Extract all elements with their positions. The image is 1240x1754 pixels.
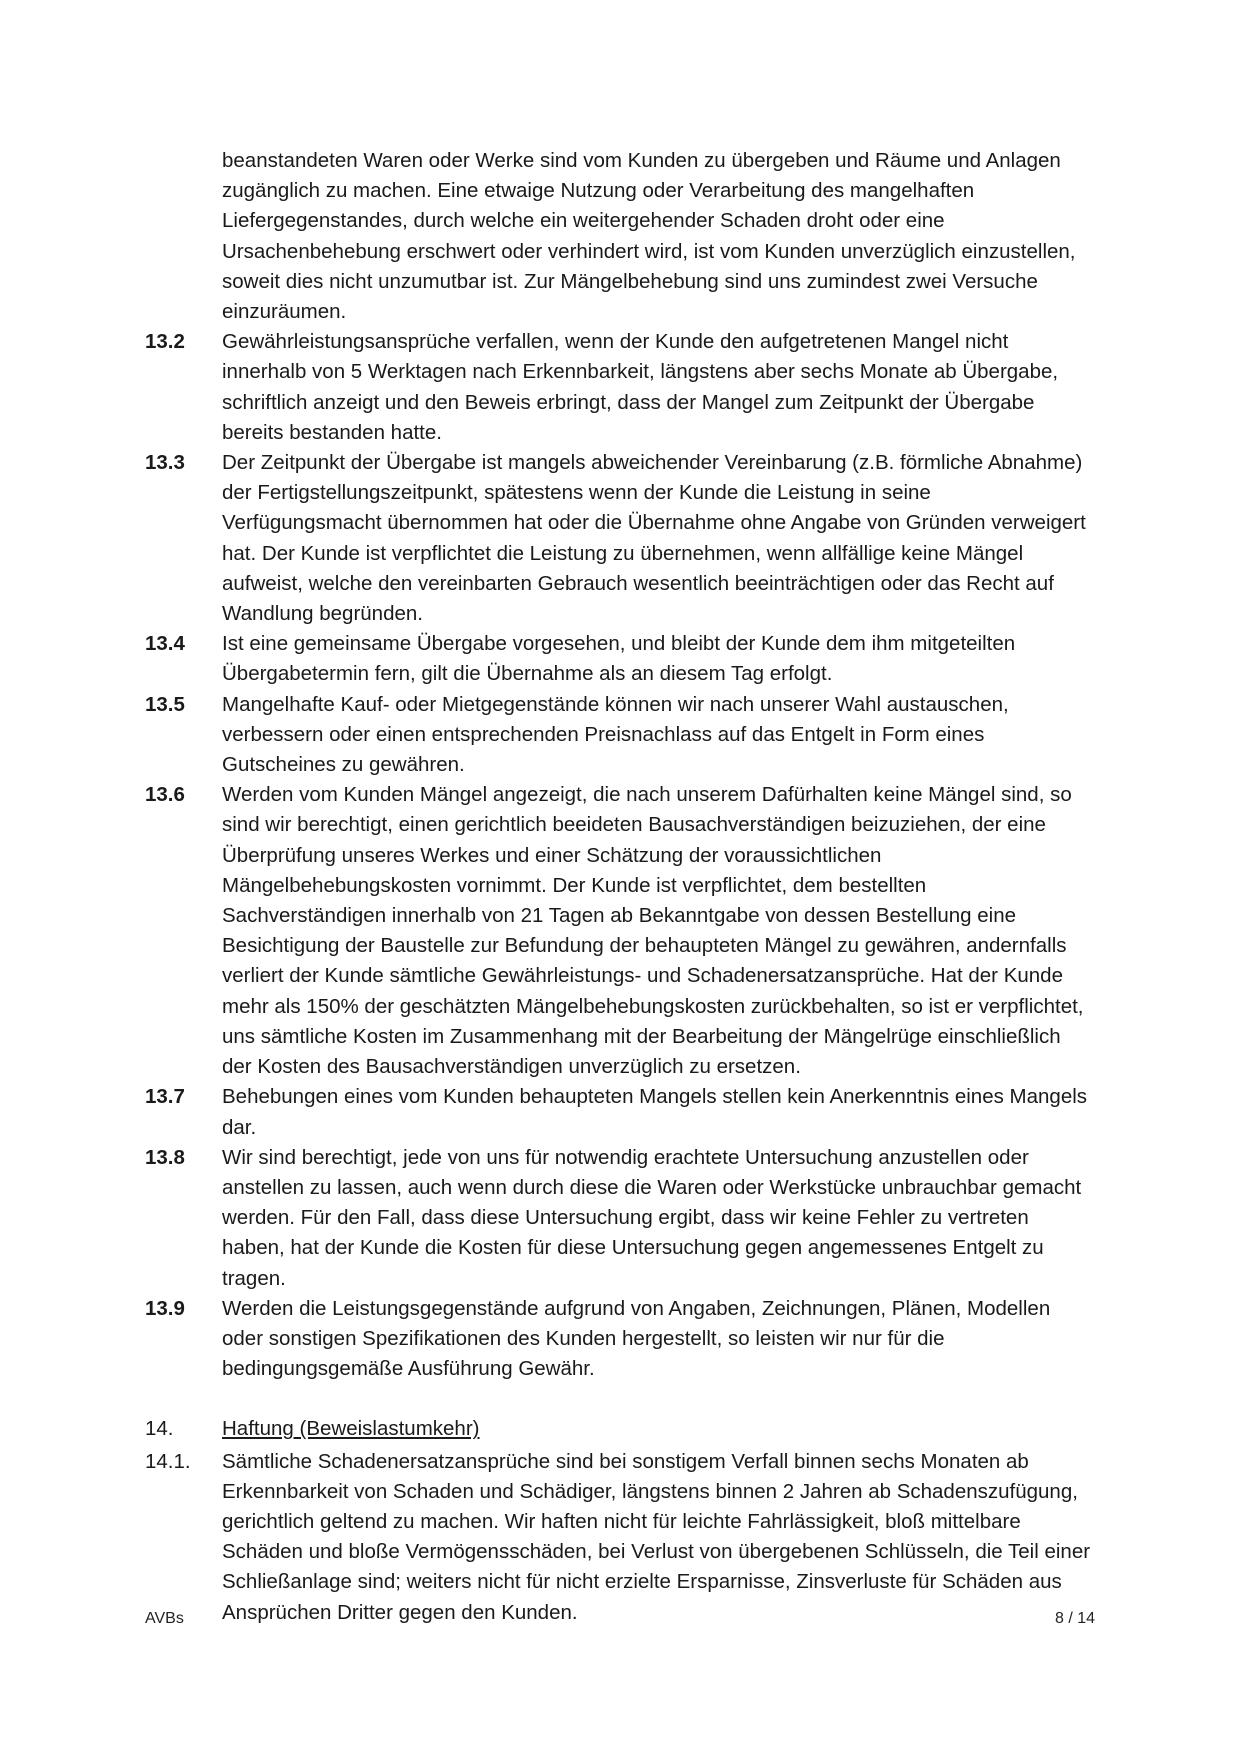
- clause-14-1: [145, 1447, 1095, 1628]
- clause-13-7: [145, 1082, 1095, 1142]
- clause-text: Sämtliche Schadenersatzansprüche sind bei sonstigem Verfall binnen sechs Monaten ab Erkennbarkeit von Schaden und Schädiger, längstens binnen 2 Jahren ab Schadenszufügung, gerichtlich geltend zu machen. Wir haften nicht für leichte Fahrlässigkeit, bloß mittelbare Schäden und bloße Vermögensschäden, bei Verlust von übergebenen Schlüsseln, die Teil einer Schließanlage sind; weiters nicht für nicht erzielte Ersparnisse, Zinsverluste für Schäden aus Ansprüchen Dritter gegen den Kunden.: [222, 1449, 1091, 1624]
- clause-text: Werden die Leistungsgegenstände aufgrund von Angaben, Zeichnungen, Plänen, Modellen oder sonstigen Spezifikationen des Kunden hergestellt, so leisten wir nur für die bedingungsgemäße Ausführung Gewähr.: [222, 1296, 1051, 1381]
- section-number: 14.: [145, 1417, 174, 1441]
- clause-text: Werden vom Kunden Mängel angezeigt, die nach unserem Dafürhalten keine Mängel sind, so sind wir berechtigt, einen gerichtlich beeideten Bausachverständigen beizuziehen, der eine Überprüfung unseres Werkes und einer Schätzung der voraussichtlichen Mängelbehebungskosten vornimmt. Der Kunde ist verpflichtet, dem bestellten Sachverständigen innerhalb von 21 Tagen ab Bekanntgabe von dessen Bestellung eine Besichtigung der Baustelle zur Befundung der behaupteten Mängel zu gewähren, andernfalls verliert der Kunde sämtliche Gewährleistungs- und Schadenersatzansprüche. Hat der Kunde mehr als 150% der geschätzten Mängelbehebungskosten zurückbehalten, so ist er verpflichtet, uns sämtliche Kosten im Zusammenhang mit der Bearbeitung der Mängelrüge einschließlich der Kosten des Bausachverständigen unverzüglich zu ersetzen.: [222, 783, 1084, 1079]
- clause-number: 13.4: [145, 632, 185, 656]
- footer-document-label: AVBs: [145, 1610, 184, 1627]
- clause-13-5: [145, 690, 1095, 781]
- clause-13-6: [145, 780, 1095, 1082]
- clause-text: Der Zeitpunkt der Übergabe ist mangels abweichender Vereinbarung (z.B. förmliche Abnahme) der Fertigstellungszeitpunkt, spätestens wenn der Kunde die Leistung in seine Verfügungsmacht übernommen hat oder die Übernahme ohne Angabe von Gründen verweigert hat. Der Kunde ist verpflichtet die Leistung zu übernehmen, wenn allfällige keine Mängel aufweist, welche den vereinbarten Gebrauch wesentlich beeinträchtigen oder das Recht auf Wandlung begründen.: [222, 451, 1086, 626]
- clause-text: Behebungen eines vom Kunden behaupteten Mangels stellen kein Anerkenntnis eines Mangels dar.: [222, 1085, 1088, 1139]
- clause-13-4: [145, 629, 1095, 689]
- clause-number: 14.1.: [145, 1449, 191, 1473]
- clause-13-9: [145, 1294, 1095, 1385]
- clause-number: 13.3: [145, 451, 185, 475]
- page-number: 8 / 14: [1054, 1610, 1095, 1627]
- section-title: Haftung (Beweislastumkehr): [222, 1417, 480, 1441]
- section-14-heading: [145, 1414, 1095, 1444]
- clause-text: Gewährleistungsansprüche verfallen, wenn der Kunde den aufgetretenen Mangel nicht innerhalb von 5 Werktagen nach Erkennbarkeit, längstens aber sechs Monate ab Übergabe, schriftlich anzeigt und den Beweis erbringt, dass der Mangel zum Zeitpunkt der Übergabe bereits bestanden hatte.: [222, 330, 1059, 444]
- clause-number: 13.2: [145, 330, 185, 354]
- clause-number: 13.9: [145, 1296, 185, 1320]
- document-body: [145, 146, 1095, 1628]
- paragraph-text: beanstandeten Waren oder Werke sind vom Kunden zu übergeben und Räume und Anlagen zugänglich zu machen. Eine etwaige Nutzung oder Verarbeitung des mangelhaften Liefergegenstandes, durch welche ein weitergehender Schaden droht oder eine Ursachenbehebung erschwert oder verhindert wird, ist vom Kunden unverzüglich einzustellen, soweit dies nicht unzumutbar ist. Zur Mängelbehebung sind uns zumindest zwei Versuche einzuräumen.: [222, 149, 1076, 324]
- clause-text: Wir sind berechtigt, jede von uns für notwendig erachtete Untersuchung anzustellen oder anstellen zu lassen, auch wenn durch diese die Waren oder Werkstücke unbrauchbar gemacht werden. Für den Fall, dass diese Untersuchung ergibt, dass wir keine Fehler zu vertreten haben, hat der Kunde die Kosten für diese Untersuchung gegen angemessenes Entgelt zu tragen.: [222, 1145, 1082, 1290]
- clause-text: Ist eine gemeinsame Übergabe vorgesehen, und bleibt der Kunde dem ihm mitgeteilten Übergabetermin fern, gilt die Übernahme als an diesem Tag erfolgt.: [222, 632, 1016, 686]
- clause-number: 13.7: [145, 1085, 185, 1109]
- clause-number: 13.8: [145, 1145, 185, 1169]
- clause-13-8: [145, 1143, 1095, 1294]
- page-footer: [145, 1610, 1095, 1628]
- clause-13-1-continuation: [145, 146, 1095, 327]
- clause-13-2: [145, 327, 1095, 448]
- clause-number: 13.5: [145, 692, 185, 716]
- clause-13-3: [145, 448, 1095, 629]
- clause-text: Mangelhafte Kauf- oder Mietgegenstände können wir nach unserer Wahl austauschen, verbessern oder einen entsprechenden Preisnachlass auf das Entgelt in Form eines Gutscheines zu gewähren.: [222, 692, 1009, 777]
- clause-number: 13.6: [145, 783, 185, 807]
